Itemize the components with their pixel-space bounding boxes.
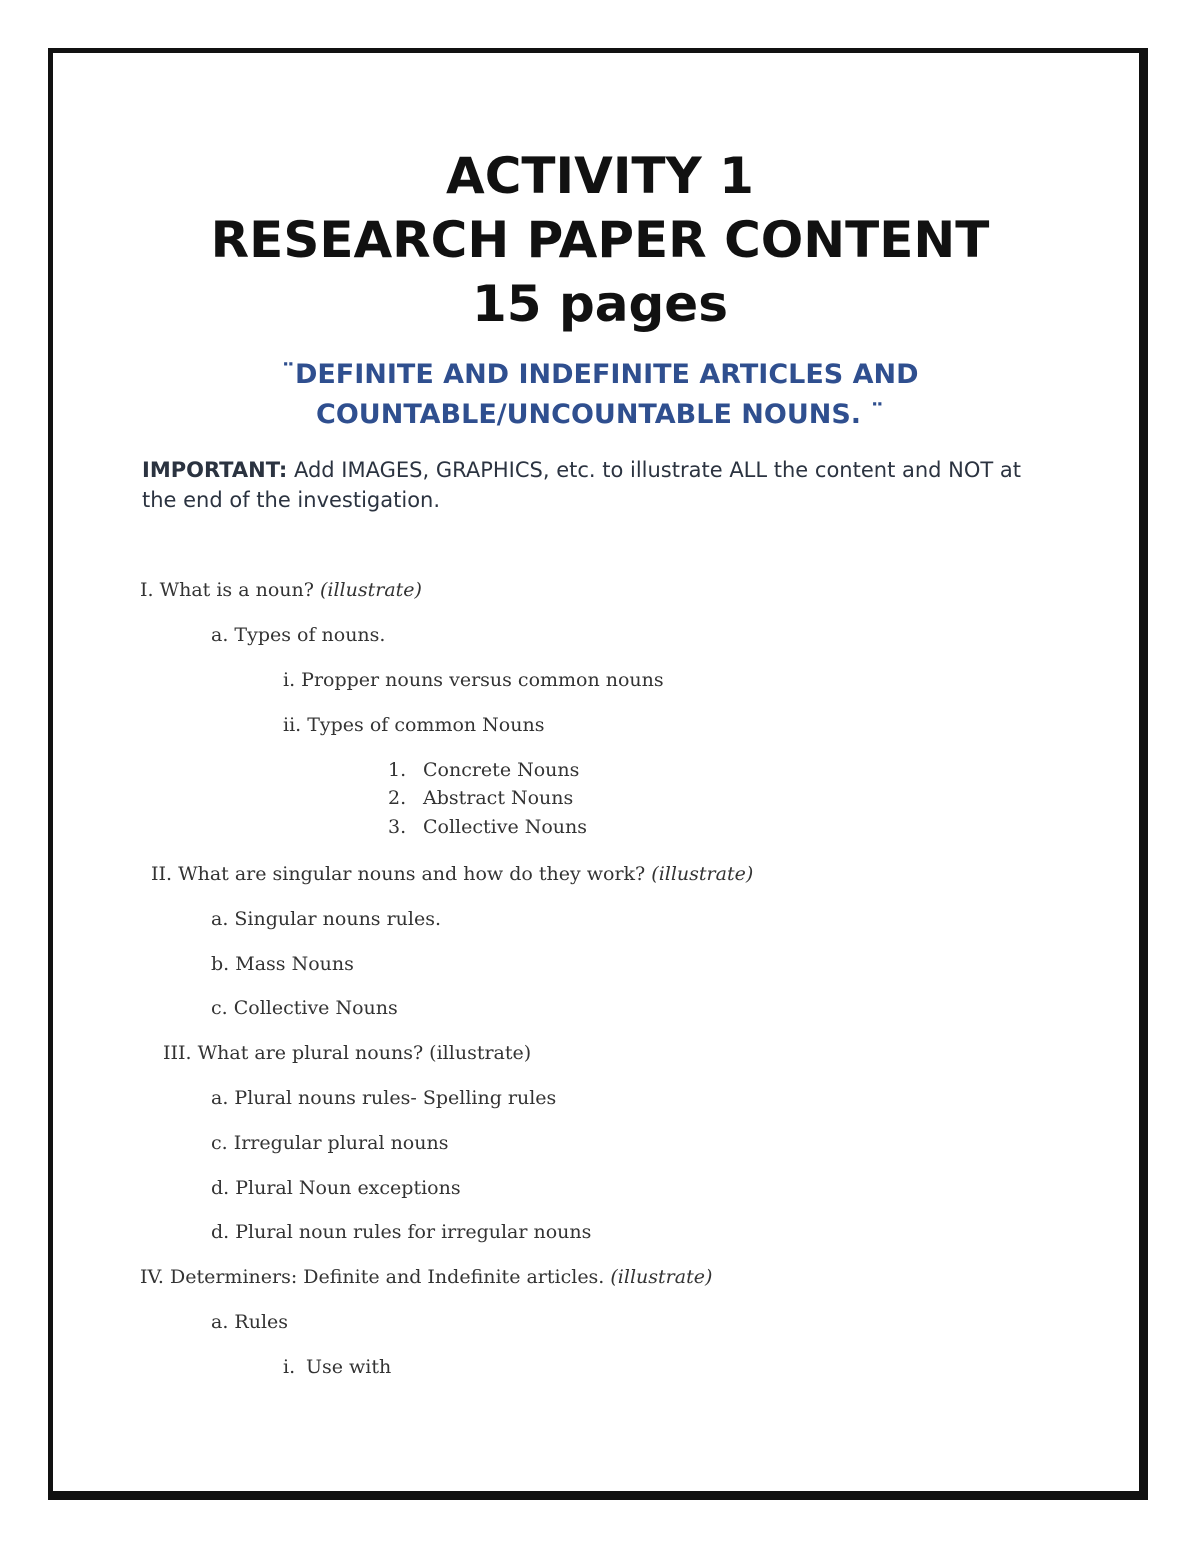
outline-item-3: III. What are plural nouns? (illustrate) bbox=[163, 1042, 532, 1064]
outline-item-1a-i: i. Propper nouns versus common nouns bbox=[283, 669, 664, 691]
numbered-item-2: Abstract Nouns bbox=[423, 787, 574, 809]
outline-item-4a-i-num: i. bbox=[283, 1356, 296, 1378]
outline-item-2-text: II. What are singular nouns and how do they work? bbox=[151, 863, 652, 885]
numbered-item-2-num: 2. bbox=[388, 787, 407, 809]
document-title bbox=[0, 144, 1200, 336]
outline-item-4a: a. Rules bbox=[211, 1311, 289, 1333]
important-label: IMPORTANT: bbox=[142, 458, 288, 482]
subtitle-line-1: ¨DEFINITE AND INDEFINITE ARTICLES AND bbox=[281, 359, 919, 390]
outline-item-4-note: (illustrate) bbox=[610, 1266, 713, 1288]
subtitle-line-2: COUNTABLE/UNCOUNTABLE NOUNS. ¨ bbox=[316, 399, 884, 430]
document-subtitle bbox=[0, 355, 1200, 435]
outline-item-1 bbox=[140, 578, 422, 602]
outline-item-1a-ii: ii. Types of common Nouns bbox=[283, 714, 545, 736]
numbered-item-1-num: 1. bbox=[388, 759, 407, 781]
title-line-3: 15 pages bbox=[472, 275, 728, 333]
important-note bbox=[142, 455, 1062, 515]
outline-item-3d-1: d. Plural Noun exceptions bbox=[211, 1177, 461, 1199]
outline-item-2c: c. Collective Nouns bbox=[211, 997, 398, 1019]
outline-item-2a: a. Singular nouns rules. bbox=[211, 908, 442, 930]
outline-item-2b: b. Mass Nouns bbox=[211, 953, 354, 975]
outline-item-1a: a. Types of nouns. bbox=[211, 624, 386, 646]
outline-item-3d-2: d. Plural noun rules for irregular nouns bbox=[211, 1221, 592, 1243]
outline-item-1-note: (illustrate) bbox=[319, 579, 422, 601]
outline-item-1-text: I. What is a noun? bbox=[140, 579, 320, 601]
outline-item-2-note: (illustrate) bbox=[651, 863, 754, 885]
numbered-item-3-num: 3. bbox=[388, 816, 407, 838]
outline-item-4 bbox=[140, 1265, 712, 1289]
outline-item-4a-i: Use with bbox=[306, 1356, 392, 1378]
title-line-2: RESEARCH PAPER CONTENT bbox=[210, 211, 990, 269]
outline-item-2 bbox=[151, 862, 753, 886]
important-text: Add IMAGES, GRAPHICS, etc. to illustrate ALL the content and NOT at the end of the investigation. bbox=[142, 458, 1021, 512]
numbered-item-1: Concrete Nouns bbox=[423, 759, 580, 781]
title-line-1: ACTIVITY 1 bbox=[446, 147, 754, 205]
outline-item-3c: c. Irregular plural nouns bbox=[211, 1132, 449, 1154]
outline-item-3a: a. Plural nouns rules- Spelling rules bbox=[211, 1087, 557, 1109]
outline-item-4-text: IV. Determiners: Definite and Indefinite articles. bbox=[140, 1266, 611, 1288]
numbered-item-3: Collective Nouns bbox=[423, 816, 588, 838]
